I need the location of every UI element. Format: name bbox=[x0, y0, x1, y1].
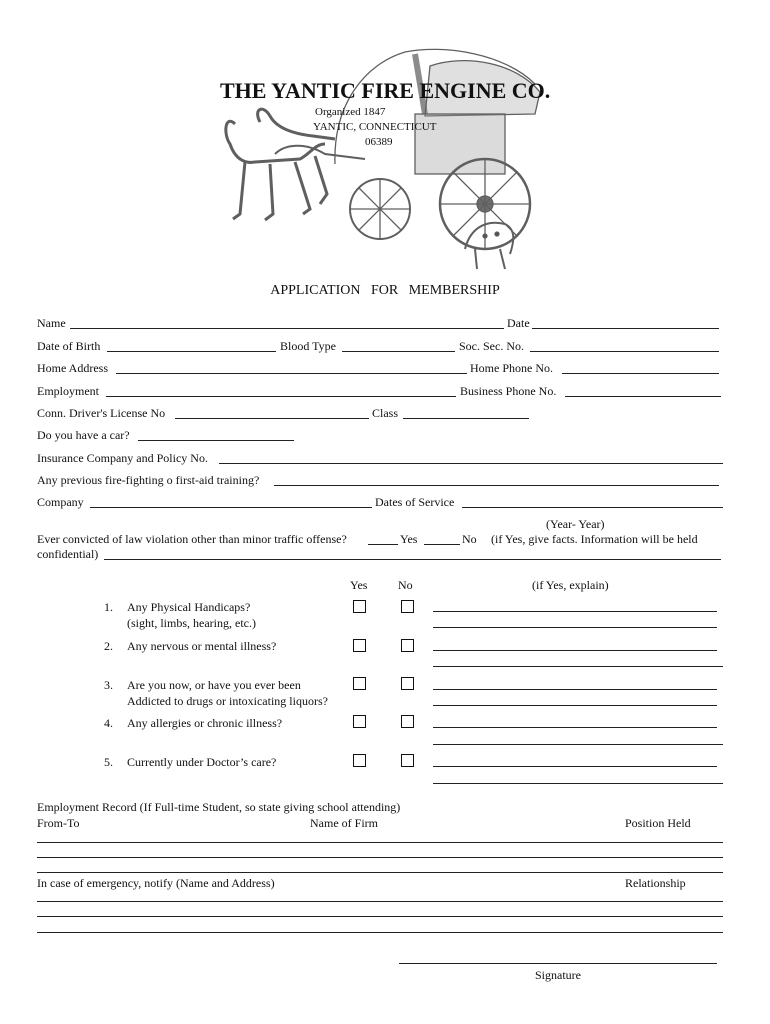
question-text: Any allergies or chronic illness? bbox=[127, 716, 283, 730]
no-checkbox[interactable] bbox=[401, 677, 414, 690]
convicted-no-field[interactable] bbox=[424, 544, 460, 545]
employment-field[interactable] bbox=[106, 396, 456, 397]
insurance-field[interactable] bbox=[219, 463, 723, 464]
business-phone-label: Business Phone No. bbox=[460, 384, 557, 398]
yes-checkbox[interactable] bbox=[353, 600, 366, 613]
fire-engine-logo bbox=[215, 44, 555, 276]
dates-of-service-field[interactable] bbox=[462, 507, 723, 508]
col-from-to: From-To bbox=[37, 816, 80, 830]
col-no-header: No bbox=[398, 578, 413, 592]
question-text: Any nervous or mental illness? bbox=[127, 639, 277, 653]
dob-label: Date of Birth bbox=[37, 339, 101, 353]
blood-type-label: Blood Type bbox=[280, 339, 336, 353]
class-field[interactable] bbox=[403, 418, 529, 419]
dob-field[interactable] bbox=[107, 351, 276, 352]
explain-field[interactable] bbox=[433, 744, 723, 745]
license-field[interactable] bbox=[175, 418, 369, 419]
dates-of-service-label: Dates of Service bbox=[375, 495, 455, 509]
date-label: Date bbox=[507, 316, 530, 330]
home-address-label: Home Address bbox=[37, 361, 108, 375]
explain-field[interactable] bbox=[433, 611, 717, 612]
convicted-note: (if Yes, give facts. Information will be held bbox=[491, 532, 698, 546]
col-yes-header: Yes bbox=[350, 578, 368, 592]
employment-label: Employment bbox=[37, 384, 99, 398]
soc-sec-field[interactable] bbox=[530, 351, 719, 352]
employment-record-line[interactable] bbox=[37, 842, 723, 843]
emergency-line[interactable] bbox=[37, 901, 723, 902]
business-phone-field[interactable] bbox=[565, 396, 721, 397]
no-checkbox[interactable] bbox=[401, 715, 414, 728]
emergency-line[interactable] bbox=[37, 932, 723, 933]
page-title: APPLICATION FOR MEMBERSHIP bbox=[270, 283, 500, 298]
class-label: Class bbox=[372, 406, 399, 420]
emergency-line[interactable] bbox=[37, 916, 723, 917]
question-number: 4. bbox=[104, 716, 113, 730]
signature-label: Signature bbox=[535, 968, 581, 982]
insurance-label: Insurance Company and Policy No. bbox=[37, 451, 208, 465]
explain-field[interactable] bbox=[433, 766, 717, 767]
relationship-label: Relationship bbox=[625, 876, 686, 890]
employment-record-title: Employment Record (If Full-time Student, so state giving school attending) bbox=[37, 800, 401, 814]
logo-zip: 06389 bbox=[365, 136, 393, 148]
question-number: 2. bbox=[104, 639, 113, 653]
name-label: Name bbox=[37, 316, 66, 330]
question-subtext: Addicted to drugs or intoxicating liquors? bbox=[127, 694, 328, 708]
employment-record-line[interactable] bbox=[37, 857, 723, 858]
explain-field[interactable] bbox=[433, 627, 717, 628]
convicted-no-label: No bbox=[462, 532, 477, 546]
explain-field[interactable] bbox=[433, 650, 717, 651]
explain-field[interactable] bbox=[433, 666, 723, 667]
home-phone-field[interactable] bbox=[562, 373, 719, 374]
employment-record-line[interactable] bbox=[37, 872, 723, 873]
license-label: Conn. Driver's License No bbox=[37, 406, 166, 420]
date-field[interactable] bbox=[532, 328, 719, 329]
logo-location: YANTIC, CONNECTICUT bbox=[313, 121, 437, 133]
yes-checkbox[interactable] bbox=[353, 639, 366, 652]
yes-checkbox[interactable] bbox=[353, 715, 366, 728]
question-text: Currently under Doctor’s care? bbox=[127, 755, 277, 769]
yes-checkbox[interactable] bbox=[353, 754, 366, 767]
explain-field[interactable] bbox=[433, 727, 717, 728]
training-field[interactable] bbox=[274, 485, 719, 486]
col-firm: Name of Firm bbox=[310, 816, 378, 830]
home-address-field[interactable] bbox=[116, 373, 467, 374]
blood-type-field[interactable] bbox=[342, 351, 455, 352]
question-text: Are you now, or have you ever been bbox=[127, 678, 301, 692]
convicted-yes-label: Yes bbox=[400, 532, 418, 546]
question-number: 5. bbox=[104, 755, 113, 769]
no-checkbox[interactable] bbox=[401, 639, 414, 652]
logo-title: THE YANTIC FIRE ENGINE CO. bbox=[220, 78, 551, 103]
year-range-hint: (Year- Year) bbox=[546, 517, 605, 531]
convicted-facts-field[interactable] bbox=[104, 559, 721, 560]
logo-organized: Organized 1847 bbox=[315, 106, 386, 118]
question-text: Any Physical Handicaps? bbox=[127, 600, 251, 614]
name-field[interactable] bbox=[70, 328, 504, 329]
question-subtext: (sight, limbs, hearing, etc.) bbox=[127, 616, 256, 630]
yes-checkbox[interactable] bbox=[353, 677, 366, 690]
question-number: 3. bbox=[104, 678, 113, 692]
col-position: Position Held bbox=[625, 816, 691, 830]
convicted-yes-field[interactable] bbox=[368, 544, 398, 545]
confidential-label: confidential) bbox=[37, 547, 99, 561]
question-number: 1. bbox=[104, 600, 113, 614]
car-field[interactable] bbox=[138, 440, 294, 441]
emergency-label: In case of emergency, notify (Name and Address) bbox=[37, 876, 275, 890]
company-field[interactable] bbox=[90, 507, 372, 508]
company-label: Company bbox=[37, 495, 84, 509]
training-label: Any previous fire-fighting o first-aid training? bbox=[37, 473, 260, 487]
no-checkbox[interactable] bbox=[401, 754, 414, 767]
col-explain-header: (if Yes, explain) bbox=[532, 578, 609, 592]
car-label: Do you have a car? bbox=[37, 428, 130, 442]
convicted-question: Ever convicted of law violation other than minor traffic offense? bbox=[37, 532, 347, 546]
no-checkbox[interactable] bbox=[401, 600, 414, 613]
signature-field[interactable] bbox=[399, 963, 717, 964]
explain-field[interactable] bbox=[433, 705, 717, 706]
explain-field[interactable] bbox=[433, 689, 717, 690]
soc-sec-label: Soc. Sec. No. bbox=[459, 339, 524, 353]
explain-field[interactable] bbox=[433, 783, 723, 784]
home-phone-label: Home Phone No. bbox=[470, 361, 553, 375]
